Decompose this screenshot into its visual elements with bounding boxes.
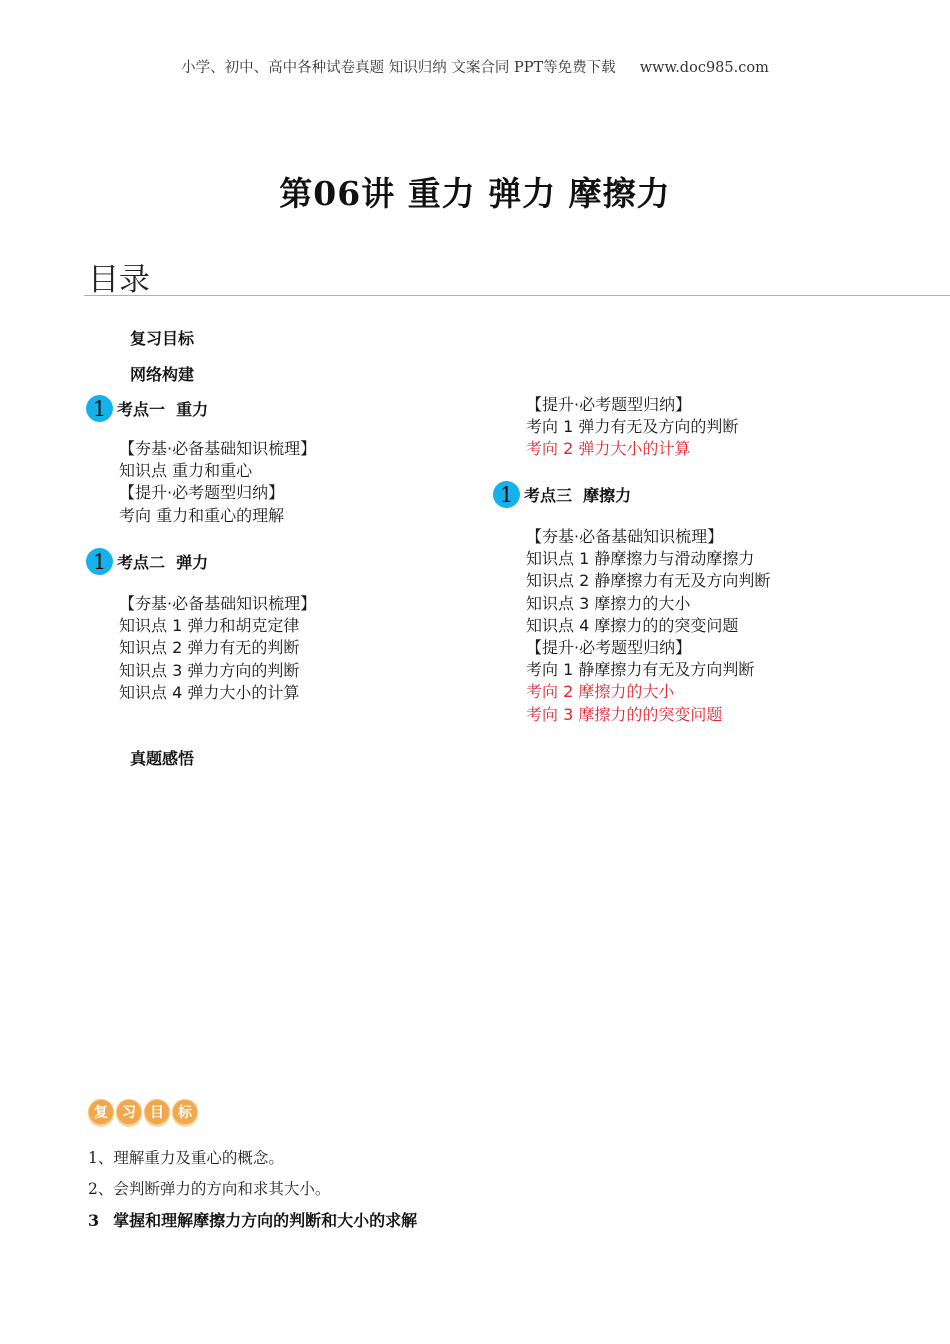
section-title: 考点二 弹力: [117, 553, 209, 572]
section-title: 考点一 重力: [117, 400, 209, 419]
toc-line[interactable]: 知识点 3 弹力方向的判断: [119, 660, 300, 680]
toc-line[interactable]: 【提升·必考题型归纳】: [526, 395, 692, 414]
toc-item-review-goals[interactable]: 复习目标: [130, 329, 195, 348]
review-goals-badge: [88, 1099, 200, 1125]
objective-line-bold: [88, 1208, 417, 1231]
objective-number: 3: [88, 1211, 100, 1230]
objective-text: 掌握和理解摩擦力方向的判断和大小的求解: [113, 1211, 418, 1230]
toc-line[interactable]: 知识点 4 摩擦力的的突变问题: [526, 615, 739, 635]
toc-line[interactable]: 考向 1 弹力有无及方向的判断: [526, 417, 739, 437]
toc-section-friction[interactable]: [493, 481, 631, 508]
number-badge-icon: 1: [86, 548, 113, 575]
toc-line[interactable]: 知识点 2 弹力有无的判断: [119, 638, 300, 658]
badge-char: 习: [116, 1099, 142, 1125]
toc-line[interactable]: 【提升·必考题型归纳】: [119, 483, 285, 503]
section3-list: [526, 526, 770, 726]
toc-line[interactable]: 【夯基·必备基础知识梳理】: [119, 439, 317, 458]
header-site[interactable]: www.doc985.com: [639, 60, 769, 76]
toc-line[interactable]: 知识点 重力和重心: [119, 461, 253, 481]
toc-section-elastic[interactable]: [86, 548, 208, 575]
toc-line[interactable]: 【夯基·必备基础知识梳理】: [119, 594, 317, 613]
toc-line[interactable]: 知识点 3 摩擦力的大小: [526, 593, 691, 613]
toc-heading: 目录: [88, 262, 150, 298]
toc-line[interactable]: 知识点 2 静摩擦力有无及方向判断: [526, 571, 771, 591]
toc-line[interactable]: 知识点 1 弹力和胡克定律: [119, 616, 300, 636]
section2-list: [119, 593, 316, 704]
section-title: 考点三 摩擦力: [524, 486, 632, 505]
header-text: 小学、初中、高中各种试卷真题 知识归纳 文案合同 PPT等免费下载: [181, 60, 616, 76]
toc-line[interactable]: 考向 1 静摩擦力有无及方向判断: [526, 660, 755, 680]
section2-cont-list: [526, 394, 738, 461]
toc-line-highlight[interactable]: 考向 2 摩擦力的大小: [526, 682, 675, 702]
toc-line[interactable]: 【提升·必考题型归纳】: [526, 638, 692, 658]
objective-line: 1、理解重力及重心的概念。: [88, 1149, 284, 1167]
badge-char: 标: [172, 1099, 198, 1125]
objective-line: 2、会判断弹力的方向和求其大小。: [88, 1180, 331, 1198]
toc-line-highlight[interactable]: 考向 2 弹力大小的计算: [526, 439, 691, 459]
toc-line[interactable]: 【夯基·必备基础知识梳理】: [526, 527, 724, 546]
page-title: 第06讲 重力 弹力 摩擦力: [279, 174, 671, 213]
toc-divider: [84, 295, 950, 296]
number-badge-icon: 1: [86, 395, 113, 422]
badge-char: 复: [88, 1099, 114, 1125]
toc-item-network[interactable]: 网络构建: [130, 365, 195, 384]
toc-item-real-exam[interactable]: 真题感悟: [130, 749, 195, 768]
toc-line-highlight[interactable]: 考向 3 摩擦力的的突变问题: [526, 704, 723, 724]
toc-line[interactable]: 知识点 1 静摩擦力与滑动摩擦力: [526, 549, 755, 569]
toc-line[interactable]: 知识点 4 弹力大小的计算: [119, 682, 300, 702]
page-header: [0, 56, 950, 77]
section1-list: [119, 438, 316, 527]
toc-section-gravity[interactable]: [86, 395, 208, 422]
number-badge-icon: 1: [493, 481, 520, 508]
toc-line[interactable]: 考向 重力和重心的理解: [119, 505, 285, 525]
badge-char: 目: [144, 1099, 170, 1125]
